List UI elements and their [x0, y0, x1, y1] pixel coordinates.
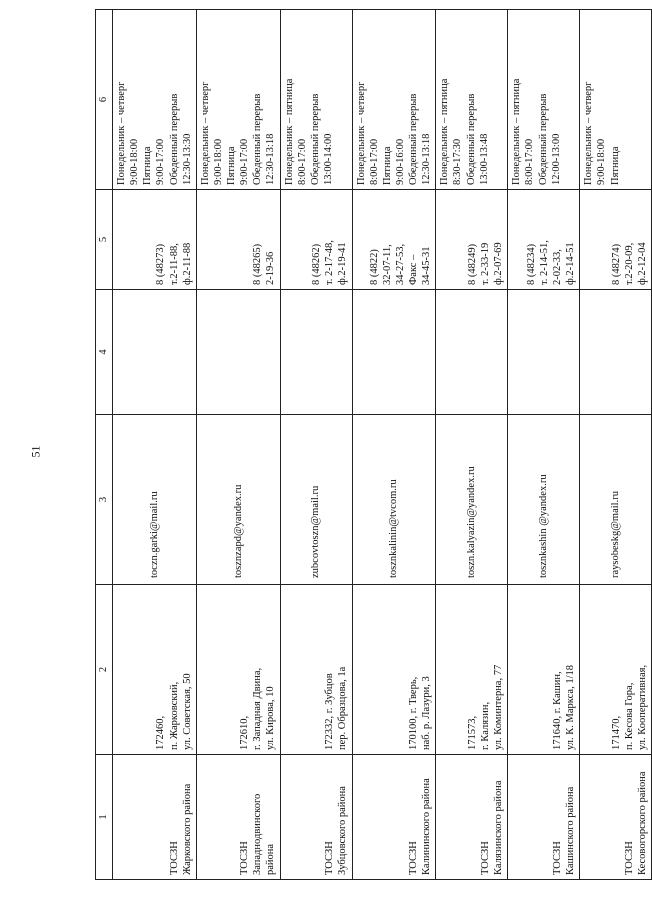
office-hours: Понедельник – четверг 9:00-18:00 Пятница 9:00-17:00 Обеденный перерыв 12:30-13:30 [113, 10, 197, 190]
col-header-2: 2 [96, 585, 113, 755]
office-email: tosznzapd@yandex.ru [196, 415, 280, 585]
col-header-1: 1 [96, 755, 113, 880]
office-email: raysobeskg@mail.ru [580, 415, 652, 585]
table-row [196, 10, 280, 880]
office-hours: Понедельник – четверг 9:00-18:00 Пятница [580, 10, 652, 190]
office-hours: Понедельник – четверг 9:00-18:00 Пятница 9:00-17:00 Обеденный перерыв 12:30-13:18 [196, 10, 280, 190]
page-number: 51 [28, 445, 43, 458]
office-address: 170100, г. Тверь, наб. р. Лазури, 3 [352, 585, 436, 755]
office-name: ТОСЗН Кесовогорского района [580, 755, 652, 880]
office-hours: Понедельник – пятница 8:30-17:30 Обеденный перерыв 13:00-13:48 [436, 10, 508, 190]
office-address: 171640, г. Кашин, ул. К. Маркса, 1/18 [508, 585, 580, 755]
office-col4 [280, 290, 352, 415]
office-col4 [352, 290, 436, 415]
table-row [436, 10, 508, 880]
header-row [96, 10, 113, 880]
table-row [280, 10, 352, 880]
office-address: 171573, г. Калязин, ул. Коминтерна, 77 [436, 585, 508, 755]
office-email: toszn.kalyazin@yandex.ru [436, 415, 508, 585]
office-name: ТОСЗН Западнодвинского района [196, 755, 280, 880]
office-email: tosznkashin @yandex.ru [508, 415, 580, 585]
office-phone: 8 (48274) т.2-20-09, ф.2-12-04 [580, 190, 652, 290]
office-phone: 8 (48273) т.2-11-88, ф.2-11-88 [113, 190, 197, 290]
office-email: zubcovtoszn@mail.ru [280, 415, 352, 585]
rotated-page [95, 10, 649, 880]
office-address: 172610, г. Западная Двина, ул. Кирова, 10 [196, 585, 280, 755]
office-name: ТОСЗН Жарковского района [113, 755, 197, 880]
office-hours: Понедельник – четверг 8:00-17:00 Пятница 9:00-16:00 Обеденный перерыв 12:30-13:18 [352, 10, 436, 190]
office-email: toczn.garki@mail.ru [113, 415, 197, 585]
table-row [580, 10, 652, 880]
office-phone: 8 (48265) 2-19-36 [196, 190, 280, 290]
table-row [508, 10, 580, 880]
office-col4 [436, 290, 508, 415]
col-header-3: 3 [96, 415, 113, 585]
office-phone: 8 (4822) 32-07-11, 34-27-53, Факс – 34-45-31 [352, 190, 436, 290]
office-name: ТОСЗН Кашинского района [508, 755, 580, 880]
office-col4 [113, 290, 197, 415]
contacts-table [95, 9, 652, 880]
table-row [113, 10, 197, 880]
col-header-5: 5 [96, 190, 113, 290]
office-phone: 8 (48234) т. 2-14-51, 2-02-33, ф.2-14-51 [508, 190, 580, 290]
office-hours: Понедельник – пятница 8:00-17:00 Обеденный перерыв 12:00-13:00 [508, 10, 580, 190]
office-col4 [196, 290, 280, 415]
col-header-4: 4 [96, 290, 113, 415]
office-name: ТОСЗН Калининского района [352, 755, 436, 880]
office-address: 172460, п. Жарковский, ул. Советская, 50 [113, 585, 197, 755]
office-hours: Понедельник – пятница 8:00-17:00 Обеденный перерыв 13:00-14:00 [280, 10, 352, 190]
office-address: 172332, г. Зубцов пер. Образцова, 1а [280, 585, 352, 755]
office-col4 [580, 290, 652, 415]
office-phone: 8 (48249) т. 2-33-19 ф.2-07-69 [436, 190, 508, 290]
office-name: ТОСЗН Зубцовского района [280, 755, 352, 880]
office-address: 171470, п. Кесова Гора, ул. Кооперативная, [580, 585, 652, 755]
table-row [352, 10, 436, 880]
office-email: tosznkalinin@tvcom.ru [352, 415, 436, 585]
office-name: ТОСЗН Калязинского района [436, 755, 508, 880]
office-col4 [508, 290, 580, 415]
col-header-6: 6 [96, 10, 113, 190]
office-phone: 8 (48262) т. 2-17-48, ф.2-19-41 [280, 190, 352, 290]
